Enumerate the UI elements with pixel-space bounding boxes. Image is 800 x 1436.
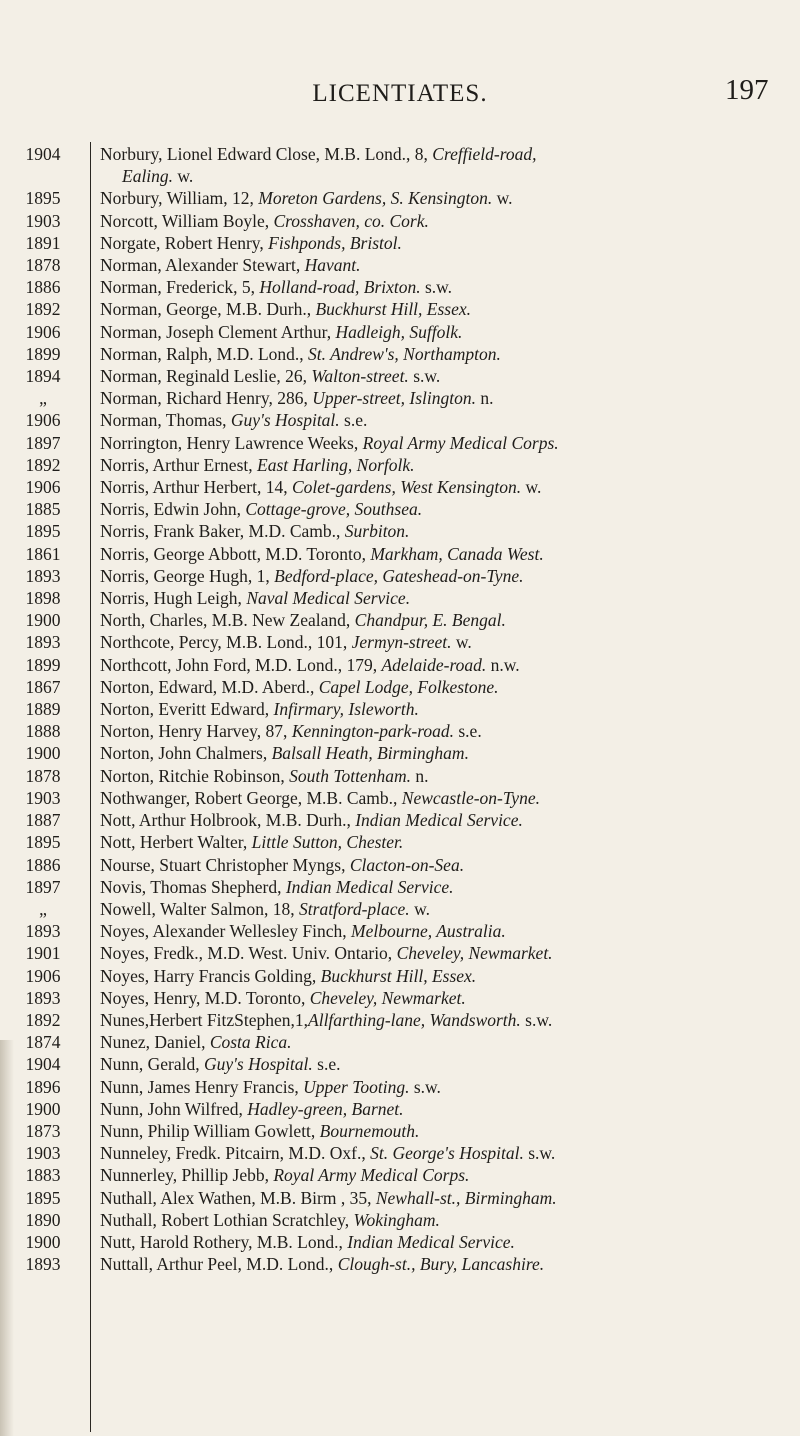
entry-address: St. George's Hospital. <box>370 1143 524 1164</box>
entry-year: 1887 <box>25 810 61 831</box>
entry-address: Buckhurst Hill, Essex. <box>320 965 477 986</box>
entry-name: Norton, John Chalmers, <box>100 743 272 764</box>
list-item <box>0 232 800 254</box>
list-item <box>0 476 800 498</box>
entry-address: Costa Rica. <box>209 1032 292 1053</box>
entry-year: 1861 <box>25 543 61 564</box>
entry-name: Noyes, Alexander Wellesley Finch, <box>100 921 351 942</box>
entry-year: 1906 <box>25 410 61 431</box>
entry-name: Norton, Henry Harvey, 87, <box>100 721 292 742</box>
entry-year: 1892 <box>25 1009 61 1030</box>
entry-text <box>100 1053 792 1075</box>
entry-year: 1886 <box>25 277 61 298</box>
entry-district: w. <box>451 632 472 653</box>
entry-text <box>100 454 792 476</box>
entry-text <box>100 254 792 276</box>
entry-year: 1885 <box>25 499 61 520</box>
entry-text <box>100 276 792 298</box>
entry-text <box>100 210 792 232</box>
list-item <box>0 298 800 320</box>
list-item <box>0 276 800 298</box>
list-item <box>0 654 800 676</box>
entry-year: 1895 <box>25 832 61 853</box>
entry-year: 1906 <box>25 321 61 342</box>
entry-name: Norris, Frank Baker, M.D. Camb., <box>100 521 345 542</box>
list-item <box>0 898 800 920</box>
entry-year: 1898 <box>25 588 61 609</box>
entry-district: w. <box>409 898 430 919</box>
entry-address: Jermyn-street. <box>351 632 452 653</box>
entry-address: Crosshaven, co. Cork. <box>273 210 429 231</box>
entry-district: w. <box>492 188 513 209</box>
page-number: 197 <box>725 74 769 106</box>
entry-year: 1893 <box>25 565 61 586</box>
list-item <box>0 876 800 898</box>
entry-address: Fishponds, Bristol. <box>268 232 402 253</box>
list-item <box>0 631 800 653</box>
list-item <box>0 676 800 698</box>
list-item <box>0 809 800 831</box>
entry-name: Norbury, William, 12, <box>100 188 259 209</box>
entry-text <box>100 232 792 254</box>
entry-name: Nunnerley, Phillip Jebb, <box>100 1165 274 1186</box>
entry-text <box>100 609 792 631</box>
entry-year: 1893 <box>25 987 61 1008</box>
entry-year: 1895 <box>25 188 61 209</box>
entry-name: Norrington, Henry Lawrence Weeks, <box>100 432 363 453</box>
entry-address: Hadley-green, Barnet. <box>247 1098 404 1119</box>
entry-name: Norman, Alexander Stewart, <box>100 255 305 276</box>
entry-district: s.w. <box>408 366 441 387</box>
entry-text <box>100 720 792 742</box>
list-item <box>0 321 800 343</box>
list-item <box>0 498 800 520</box>
entry-year: 1891 <box>25 232 61 253</box>
entry-year: 1873 <box>25 1120 61 1141</box>
entry-text <box>100 1187 792 1209</box>
list-item <box>0 1120 800 1142</box>
entry-text <box>100 365 792 387</box>
entry-text <box>100 742 792 764</box>
entry-text <box>100 520 792 542</box>
entry-name: Nunneley, Fredk. Pitcairn, M.D. Oxf., <box>100 1143 371 1164</box>
entry-name: Noyes, Fredk., M.D. West. Univ. Ontario, <box>100 943 397 964</box>
entry-district: s.e. <box>312 1054 341 1075</box>
list-item <box>0 254 800 276</box>
entry-text <box>100 631 792 653</box>
entry-text <box>100 476 792 498</box>
entry-text <box>100 409 792 431</box>
entry-name: Nunez, Daniel, <box>100 1032 210 1053</box>
list-item <box>0 454 800 476</box>
entry-text <box>100 787 792 809</box>
list-item <box>0 765 800 787</box>
list-item <box>0 1253 800 1275</box>
entry-text <box>100 1231 792 1253</box>
entry-address: Upper Tooting. <box>303 1076 410 1097</box>
entry-name: Nunn, John Wilfred, <box>100 1098 248 1119</box>
entry-name: Norris, Edwin John, <box>100 499 246 520</box>
list-item <box>0 187 800 209</box>
entry-address: Creffield-road, <box>432 144 537 164</box>
entry-address-continued: Ealing. <box>122 166 174 187</box>
entry-year: „ <box>39 388 47 409</box>
entry-name: Nunn, Philip William Gowlett, <box>100 1120 320 1141</box>
list-item <box>0 965 800 987</box>
entry-year: 1890 <box>25 1209 61 1230</box>
entry-address: Indian Medical Service. <box>285 876 454 897</box>
entry-text <box>100 187 792 209</box>
entry-year: 1878 <box>25 765 61 786</box>
entry-name: Norris, Hugh Leigh, <box>100 588 247 609</box>
entry-name: Nott, Herbert Walter, <box>100 832 252 853</box>
entry-year: 1893 <box>25 1254 61 1275</box>
list-item <box>0 942 800 964</box>
list-item <box>0 1164 800 1186</box>
entry-district: n. <box>476 388 494 409</box>
entry-year: „ <box>39 898 47 919</box>
list-item <box>0 365 800 387</box>
entry-address: Chandpur, E. Bengal. <box>354 610 506 631</box>
list-item <box>0 698 800 720</box>
list-item <box>0 1209 800 1231</box>
list-item <box>0 1053 800 1075</box>
entry-text <box>100 1098 792 1120</box>
entry-name: Norton, Ritchie Robinson, <box>100 765 290 786</box>
entry-year: 1899 <box>25 654 61 675</box>
entry-year: 1893 <box>25 632 61 653</box>
entry-address: Indian Medical Service. <box>355 810 523 831</box>
entry-name: Norris, Arthur Ernest, <box>100 454 257 475</box>
entry-name: Nuthall, Alex Wathen, M.B. Birm , 35, <box>100 1187 376 1208</box>
entry-text <box>100 565 792 587</box>
list-item <box>0 831 800 853</box>
entry-district: w. <box>173 166 194 187</box>
entry-address: Guy's Hospital. <box>204 1054 313 1075</box>
entry-address: Markham, Canada West. <box>370 543 544 564</box>
entry-name: Nutt, Harold Rothery, M.B. Lond., <box>100 1231 348 1252</box>
entry-text <box>100 965 792 987</box>
entry-text <box>100 765 792 787</box>
entry-text <box>100 321 792 343</box>
entry-text <box>100 987 792 1009</box>
entry-name: Norton, Everitt Edward, <box>100 699 274 720</box>
entry-year: 1897 <box>25 876 61 897</box>
entry-text <box>100 1076 792 1098</box>
list-item <box>0 854 800 876</box>
entry-address: Clacton-on-Sea. <box>349 854 465 875</box>
list-item <box>0 1187 800 1209</box>
entry-name: Nuttall, Arthur Peel, M.D. Lond., <box>100 1254 338 1275</box>
entry-address: Cheveley, Newmarket. <box>309 987 466 1008</box>
entry-name: Norgate, Robert Henry, <box>100 232 269 253</box>
entry-name: Nothwanger, Robert George, M.B. Camb., <box>100 787 402 808</box>
entry-name: Nuthall, Robert Lothian Scratchley, <box>100 1209 354 1230</box>
list-item <box>0 343 800 365</box>
list-item <box>0 1031 800 1053</box>
entry-address: Newcastle-on-Tyne. <box>401 787 540 808</box>
entry-name: North, Charles, M.B. New Zealand, <box>100 610 355 631</box>
entry-district: n. <box>410 765 429 786</box>
entry-name: Norris, Arthur Herbert, 14, <box>100 477 292 498</box>
list-item <box>0 387 800 409</box>
entry-year: 1892 <box>25 454 61 475</box>
entry-address: St. Andrew's, Northampton. <box>308 343 501 364</box>
entry-address: Naval Medical Service. <box>246 588 411 609</box>
entry-year: 1897 <box>25 432 61 453</box>
entry-name: Novis, Thomas Shepherd, <box>100 876 286 897</box>
entry-text <box>100 543 792 565</box>
entry-text <box>100 898 792 920</box>
entry-text <box>100 498 792 520</box>
entry-year: 1867 <box>25 676 61 697</box>
entry-year: 1903 <box>25 210 61 231</box>
entry-text <box>100 831 792 853</box>
entry-text <box>100 920 792 942</box>
entry-text <box>100 298 792 320</box>
list-item <box>0 1098 800 1120</box>
entry-year: 1903 <box>25 1143 61 1164</box>
page-header-title: LICENTIATES. <box>312 80 488 107</box>
entry-year: 1900 <box>25 1098 61 1119</box>
list-item <box>0 1009 800 1031</box>
entry-district: s.w. <box>420 277 453 298</box>
entry-address: Bournemouth. <box>319 1120 420 1141</box>
entry-text <box>100 343 792 365</box>
entry-name: Norman, Richard Henry, 286, <box>100 388 313 409</box>
entry-district: s.w. <box>523 1143 556 1164</box>
entry-address: Adelaide-road. <box>381 654 487 675</box>
entry-address: Infirmary, Isleworth. <box>273 699 419 720</box>
entry-name: Nunn, Gerald, <box>100 1054 205 1075</box>
entry-name: Norcott, William Boyle, <box>100 210 274 231</box>
entry-text <box>100 1031 792 1053</box>
list-item <box>0 920 800 942</box>
entry-name: Norman, Ralph, M.D. Lond., <box>100 343 309 364</box>
entry-name: Norbury, Lionel Edward Close, M.B. Lond., 8, <box>100 144 433 164</box>
entry-year: 1904 <box>25 1054 61 1075</box>
list-item <box>0 609 800 631</box>
entry-district: w. <box>521 477 542 498</box>
entry-text <box>100 143 792 187</box>
entry-name: Norris, George Hugh, 1, <box>100 565 275 586</box>
entry-name: Nowell, Walter Salmon, 18, <box>100 898 300 919</box>
entry-name: Norton, Edward, M.D. Aberd., <box>100 676 319 697</box>
entry-address: Clough-st., Bury, Lancashire. <box>337 1254 545 1275</box>
entry-address: Melbourne, Australia. <box>351 921 506 942</box>
entry-text <box>100 587 792 609</box>
entry-year: 1906 <box>25 477 61 498</box>
entry-address: Bedford-place, Gateshead-on-Tyne. <box>274 565 524 586</box>
entry-text <box>100 654 792 676</box>
entry-year: 1895 <box>25 1187 61 1208</box>
entry-name: Noyes, Harry Francis Golding, <box>100 965 321 986</box>
entry-year: 1899 <box>25 343 61 364</box>
entry-year: 1903 <box>25 787 61 808</box>
entry-address: Allfarthing-lane, Wandsworth. <box>308 1009 521 1030</box>
entry-address: Royal Army Medical Corps. <box>362 432 559 453</box>
list-item <box>0 210 800 232</box>
entry-text <box>100 698 792 720</box>
entry-text <box>100 1164 792 1186</box>
list-item <box>0 409 800 431</box>
entry-year: 1889 <box>25 699 61 720</box>
list-item <box>0 787 800 809</box>
entry-address: Moreton Gardens, S. Kensington. <box>258 188 493 209</box>
entry-text <box>100 432 792 454</box>
entry-text <box>100 876 792 898</box>
entry-text <box>100 854 792 876</box>
entry-year: 1894 <box>25 366 61 387</box>
list-item <box>0 987 800 1009</box>
list-item <box>0 1142 800 1164</box>
entry-name: Norman, Thomas, <box>100 410 231 431</box>
entry-address: Royal Army Medical Corps. <box>273 1165 470 1186</box>
entry-text <box>100 1120 792 1142</box>
entry-address: Guy's Hospital. <box>230 410 340 431</box>
entry-year: 1874 <box>25 1032 61 1053</box>
entry-year: 1904 <box>25 144 61 164</box>
entry-address: Buckhurst Hill, Essex. <box>315 299 472 320</box>
entry-address: Cheveley, Newmarket. <box>396 943 553 964</box>
entry-address: South Tottenham. <box>289 765 411 786</box>
entry-year: 1892 <box>25 299 61 320</box>
entry-name: Noyes, Henry, M.D. Toronto, <box>100 987 310 1008</box>
entry-address: Indian Medical Service. <box>347 1231 515 1252</box>
entry-name: Norris, George Abbott, M.D. Toronto, <box>100 543 371 564</box>
entry-address: East Harling, Norfolk. <box>257 454 415 475</box>
entry-year: 1895 <box>25 521 61 542</box>
entry-text <box>100 1253 792 1275</box>
entry-name: Norman, George, M.B. Durh., <box>100 299 316 320</box>
list-item <box>0 520 800 542</box>
entry-name: Northcote, Percy, M.B. Lond., 101, <box>100 632 352 653</box>
entry-text <box>100 942 792 964</box>
entry-year: 1888 <box>25 721 61 742</box>
entry-name: Norman, Joseph Clement Arthur, <box>100 321 336 342</box>
entry-name: Norman, Frederick, 5, <box>100 277 260 298</box>
entry-text <box>100 809 792 831</box>
entry-text <box>100 387 792 409</box>
entry-district: s.e. <box>339 410 368 431</box>
entry-name: Northcott, John Ford, M.D. Lond., 179, <box>100 654 382 675</box>
entry-year: 1886 <box>25 854 61 875</box>
licentiates-list <box>0 143 800 1275</box>
entry-name: Nourse, Stuart Christopher Myngs, <box>100 854 350 875</box>
entry-district: s.w. <box>520 1009 553 1030</box>
entry-address: Kennington-park-road. <box>291 721 454 742</box>
entry-district: n.w. <box>486 654 520 675</box>
entry-text <box>100 1209 792 1231</box>
entry-address: Surbiton. <box>344 521 410 542</box>
entry-address: Wokingham. <box>353 1209 440 1230</box>
entry-year: 1883 <box>25 1165 61 1186</box>
entry-address: Little Sutton, Chester. <box>251 832 404 853</box>
entry-district: s.e. <box>454 721 482 742</box>
entry-name: Nunes,Herbert FitzStephen,1, <box>100 1009 309 1030</box>
entry-address: Cottage-grove, Southsea. <box>245 499 423 520</box>
entry-year: 1900 <box>25 1231 61 1252</box>
entry-district: s.w. <box>409 1076 441 1097</box>
entry-year: 1900 <box>25 610 61 631</box>
entry-text <box>100 1009 792 1031</box>
entry-address: Havant. <box>304 255 361 276</box>
list-item <box>0 587 800 609</box>
entry-address: Walton-street. <box>311 366 409 387</box>
entry-year: 1901 <box>25 943 61 964</box>
entry-name: Nott, Arthur Holbrook, M.B. Durh., <box>100 810 356 831</box>
list-item <box>0 543 800 565</box>
entry-year: 1906 <box>25 965 61 986</box>
entry-text <box>100 1142 792 1164</box>
list-item <box>0 565 800 587</box>
entry-year: 1878 <box>25 255 61 276</box>
list-item <box>0 1076 800 1098</box>
entry-address: Colet-gardens, West Kensington. <box>291 477 522 498</box>
entry-name: Norman, Reginald Leslie, 26, <box>100 366 312 387</box>
entry-address: Upper-street, Islington. <box>312 388 476 409</box>
entry-address: Newhall-st., Birmingham. <box>375 1187 557 1208</box>
list-item <box>0 143 800 187</box>
entry-address: Balsall Heath, Birmingham. <box>271 743 469 764</box>
list-item <box>0 432 800 454</box>
entry-text <box>100 676 792 698</box>
entry-address: Stratford-place. <box>299 898 410 919</box>
entry-address: Holland-road, Brixton. <box>259 277 421 298</box>
list-item <box>0 720 800 742</box>
list-item <box>0 742 800 764</box>
entry-name: Nunn, James Henry Francis, <box>100 1076 304 1097</box>
entry-year: 1900 <box>25 743 61 764</box>
list-item <box>0 1231 800 1253</box>
entry-year: 1896 <box>25 1076 61 1097</box>
entry-address: Capel Lodge, Folkestone. <box>318 676 499 697</box>
entry-year: 1893 <box>25 921 61 942</box>
entry-address: Hadleigh, Suffolk. <box>335 321 463 342</box>
